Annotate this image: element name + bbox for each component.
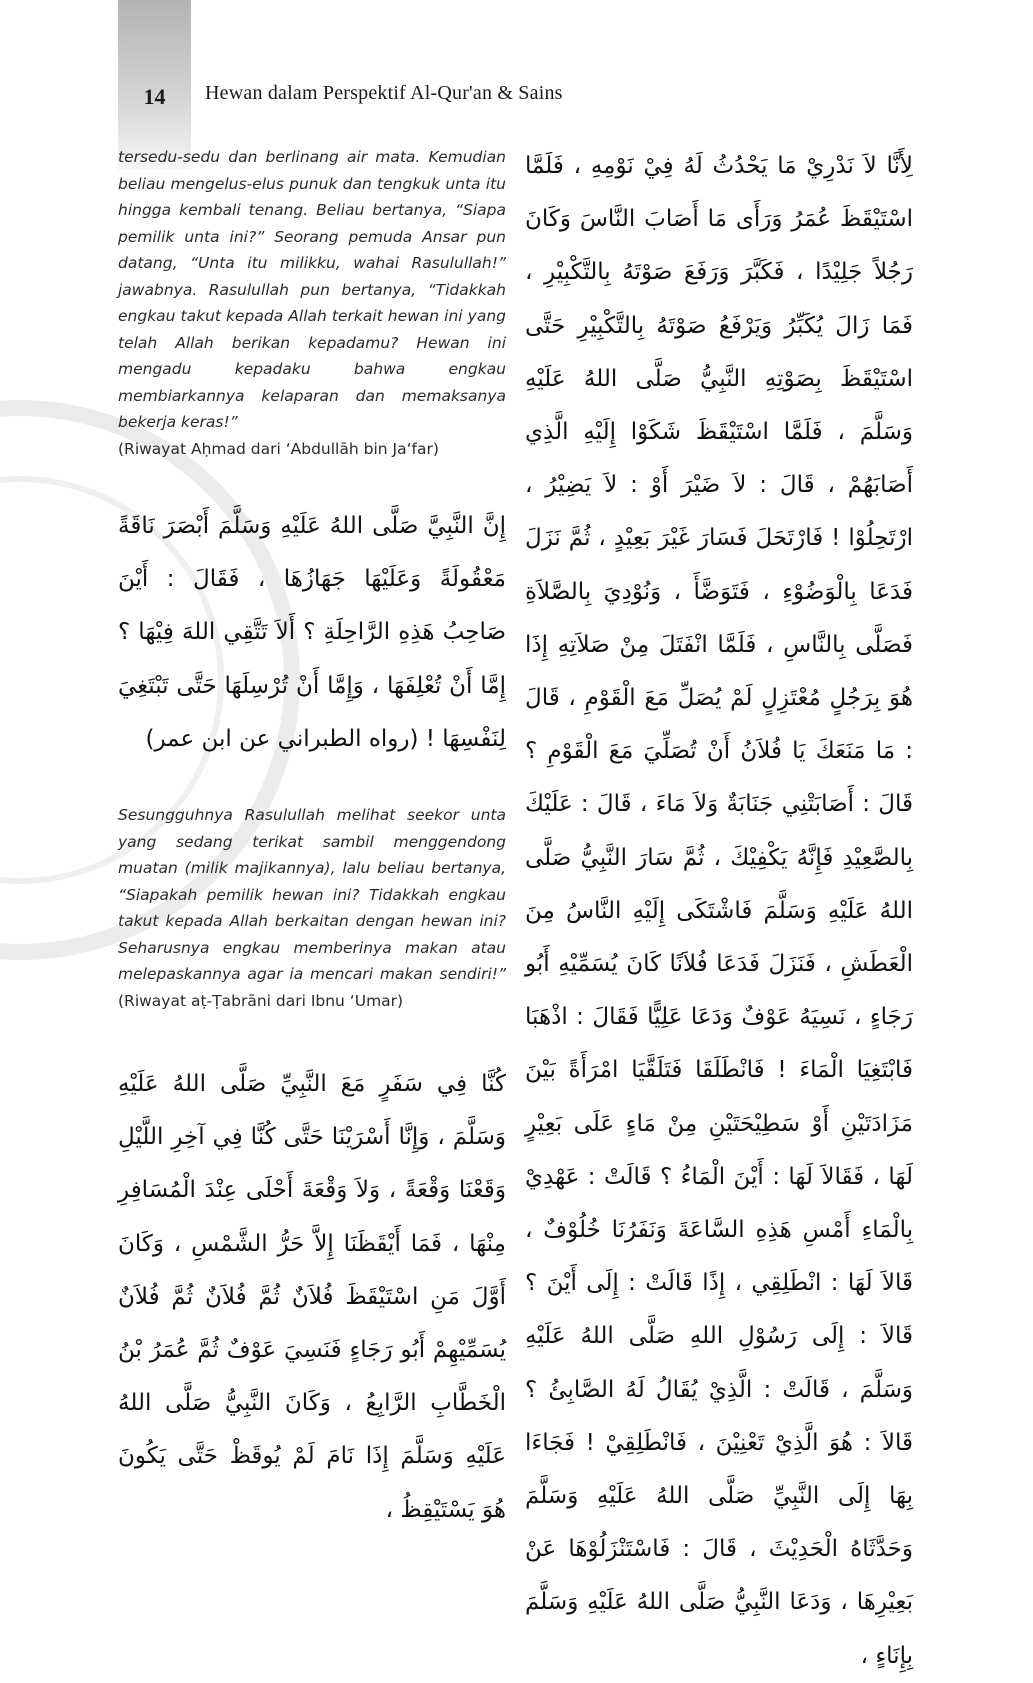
page-number: 14 [143,84,166,109]
hadith-text-2: كُنَّا فِي سَفَرٍ مَعَ النَّبِيِّ صَلَّى اللهُ عَلَيْهِ وَسَلَّمَ ، وَإِنَّا أَسْرَيْنَا حَتَّى كُنَّا فِي آخِرِ اللَّيْلِ وَقَعْنَا وَقْعَةً ، وَلاَ وَقْعَةَ أَحْلَى عِنْدَ الْمُسَافِرِ مِنْهَا ، فَمَا أَيْقَظَنَا إِلاَّ حَرُّ الشَّمْسِ ، وَكَانَ أَوَّلَ مَنِ اسْتَيْقَظَ فُلاَنٌ ثُمَّ فُلاَنٌ ثُمَّ فُلاَنٌ يُسَمِّيْهِمْ أَبُو رَجَاءٍ فَنَسِيَ عَوْفٌ ثُمَّ عُمَرُ بْنُ الْخَطَّابِ الرَّابِعُ ، وَكَانَ النَّبِيُّ صَلَّى اللهُ عَلَيْهِ وَسَلَّمَ إِذَا نَامَ لَمْ يُوقَظْ حَتَّى يَكُونَ هُوَ يَسْتَيْقِظُ ، [118,1071,506,1523]
translation-paragraph-1: tersedu-sedu dan berlinang air mata. Kemudian beliau mengelus-elus punuk dan tengkuk unta itu hingga kembali tenang. Beliau bertanya, “Siapa pemilik unta ini?” Seorang pemuda Ansar pun datang, “Unta itu milikku, wahai Rasulullah!” jawabnya. Rasulullah pun bertanya, “Tidakkah engkau takut kepada Allah terkait hewan ini yang telah Allah berikan kepadamu? Hewan ini mengadu kepadaku bahwa engkau membiarkannya kelaparan dan memaksanya bekerja keras!” [118,148,506,431]
source-citation-2: (Riwayat aṭ-Ṭabrāni dari Ibnu ‘Umar) [118,991,404,1010]
right-column [525,140,913,1683]
running-title: Hewan dalam Perspektif Al-Qur'an & Sains [205,82,563,104]
translation-paragraph-2-text: Sesungguhnya Rasulullah melihat seekor unta yang sedang terikat sambil menggendong muatan (milik majikannya), lalu beliau bertanya, “Siapakah pemilik hewan ini? Tidakkah engkau takut kepada Allah berkaitan dengan hewan ini? Seharusnya engkau memberinya makan atau melepaskannya agar ia mencari makan sendiri!” [118,806,506,984]
source-citation-1: (Riwayat Aḥmad dari ‘Abdullāh bin Ja‘far) [118,439,439,458]
hadith-text-continued: لِأَنَّا لاَ نَدْرِيْ مَا يَحْدُثُ لَهُ فِيْ نَوْمِهِ ، فَلَمَّا اسْتَيْقَظَ عُمَرُ وَرَأَى مَا أَصَابَ النَّاسَ وَكَانَ رَجُلاً جَلِيْدًا ، فَكَبَّرَ وَرَفَعَ صَوْتَهُ بِالتَّكْبِيْرِ ، فَمَا زَالَ يُكَبِّرُ وَيَرْفَعُ صَوْتَهُ بِالتَّكْبِيْرِ حَتَّى اسْتَيْقَظَ بِصَوْتِهِ النَّبِيُّ صَلَّى اللهُ عَلَيْهِ وَسَلَّمَ ، فَلَمَّا اسْتَيْقَظَ شَكَوْا إِلَيْهِ الَّذِي أَصَابَهُمْ ، قَالَ : لاَ ضَيْرَ أَوْ : لاَ يَضِيْرُ ، ارْتَحِلُوْا ! فَارْتَحَلَ فَسَارَ غَيْرَ بَعِيْدٍ ، ثُمَّ نَزَلَ فَدَعَا بِالْوَضُوْءِ ، فَتَوَضَّأَ ، وَنُوْدِيَ بِالصَّلاَةِ فَصَلَّى بِالنَّاسِ ، فَلَمَّا انْفَتَلَ مِنْ صَلاَتِهِ إِذَا هُوَ بِرَجُلٍ مُعْتَزِلٍ لَمْ يُصَلِّ مَعَ الْقَوْمِ ، قَالَ : مَا مَنَعَكَ يَا فُلاَنُ أَنْ تُصَلِّيَ مَعَ الْقَوْمِ ؟ قَالَ : أَصَابَتْنِي جَنَابَةٌ وَلاَ مَاءَ ، قَالَ : عَلَيْكَ بِالصَّعِيْدِ فَإِنَّهُ يَكْفِيْكَ ، ثُمَّ سَارَ النَّبِيُّ صَلَّى اللهُ عَلَيْهِ وَسَلَّمَ فَاشْتَكَى إِلَيْهِ النَّاسُ مِنَ الْعَطَشِ ، فَنَزَلَ فَدَعَا فُلاَنًا كَانَ يُسَمِّيْهِ أَبُو رَجَاءٍ ، نَسِيَهُ عَوْفٌ وَدَعَا عَلِيًّا فَقَالَ : اذْهَبَا فَابْتَغِيَا الْمَاءَ ! فَانْطَلَقَا فَتَلَقَّيَا امْرَأَةً بَيْنَ مَزَادَتَيْنِ أَوْ سَطِيْحَتَيْنِ مِنْ مَاءٍ عَلَى بَعِيْرٍ لَهَا ، فَقَالاَ لَهَا : أَيْنَ الْمَاءُ ؟ قَالَتْ : عَهْدِيْ بِالْمَاءِ أَمْسِ هَذِهِ السَّاعَةَ وَنَفَرُنَا خُلُوْفٌ ، قَالاَ لَهَا : انْطَلِقِي ، إِذًا قَالَتْ : إِلَى أَيْنَ ؟ قَالاَ : إِلَى رَسُوْلِ اللهِ صَلَّى اللهُ عَلَيْهِ وَسَلَّمَ ، قَالَتْ : الَّذِيْ يُقَالُ لَهُ الصَّابِئُ ؟ قَالاَ : هُوَ الَّذِيْ تَعْنِيْنَ ، فَانْطَلِقِيْ ! فَجَاءَا بِهَا إِلَى النَّبِيِّ صَلَّى اللهُ عَلَيْهِ وَسَلَّمَ وَحَدَّثَاهُ الْحَدِيْثَ ، قَالَ : فَاسْتَنْزَلُوْهَا عَنْ بَعِيْرِهَا ، وَدَعَا النَّبِيُّ صَلَّى اللهُ عَلَيْهِ وَسَلَّمَ بِإِنَاءٍ ، [525,153,913,1669]
hadith-text-1: إِنَّ النَّبِيَّ صَلَّى اللهُ عَلَيْهِ وَسَلَّمَ أَبْصَرَ نَاقَةً مَعْقُولَةً وَعَلَيْهَا جَهَازُهَا ، فَقَالَ : أَيْنَ صَاحِبُ هَذِهِ الرَّاحِلَةِ ؟ أَلاَ تَتَّقِي اللهَ فِيْهَا ؟ إِمَّا أَنْ تُعْلِفَهَا ، وَإِمَّا أَنْ تُرْسِلَهَا حَتَّى تَبْتَغِيَ لِنَفْسِهَا ! (رواه الطبراني عن ابن عمر) [118,513,506,752]
translation-paragraph-2 [118,802,506,1014]
left-column [118,140,506,1537]
